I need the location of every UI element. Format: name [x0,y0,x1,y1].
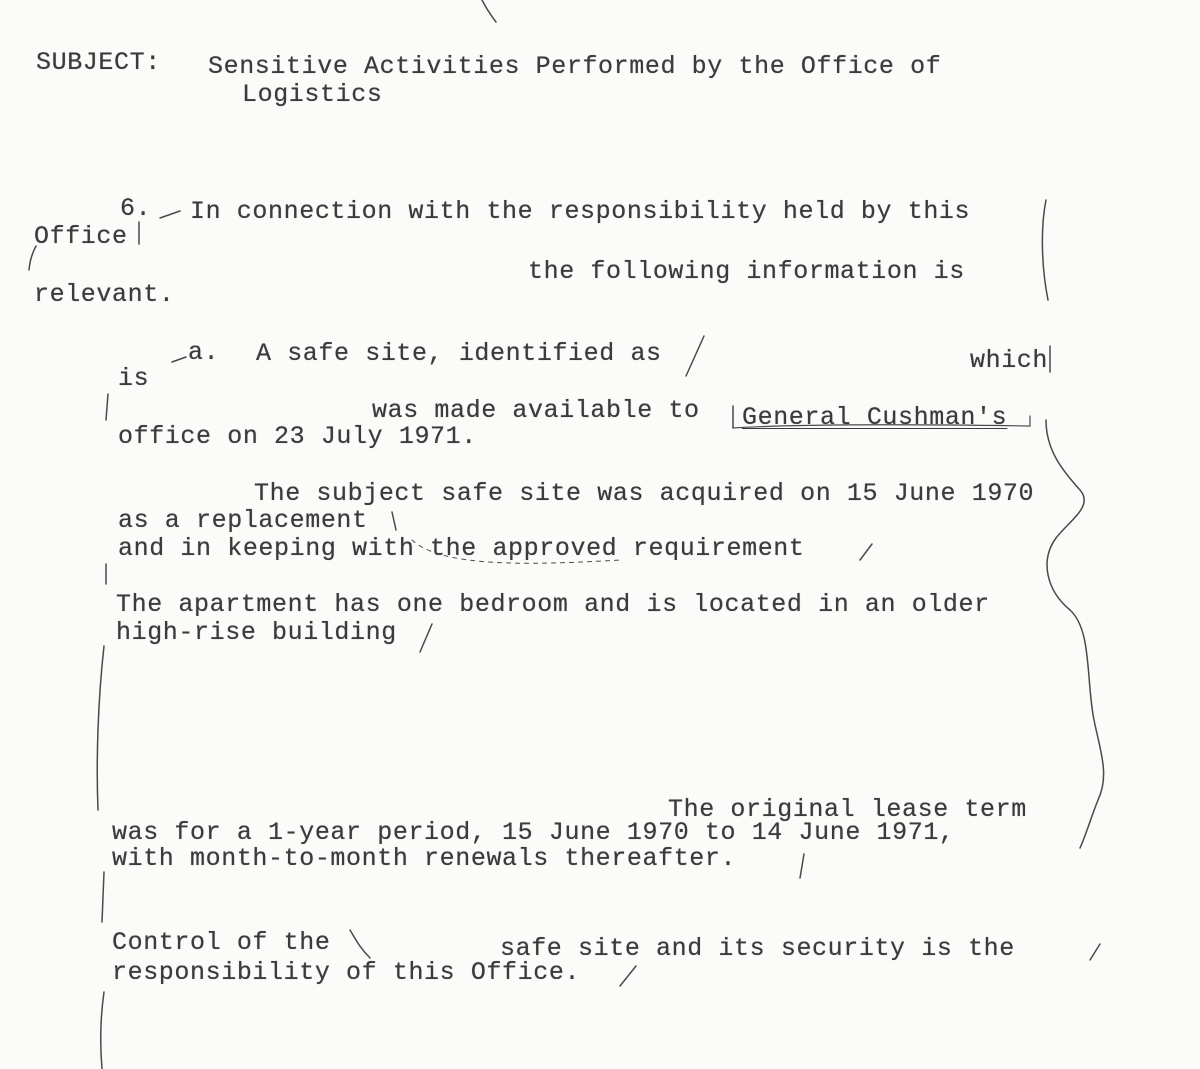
lease-line-2: was for a 1-year period, 15 June 1970 to 14 June 1971, [112,818,955,847]
acquired-line-3: and in keeping with the approved requirement [118,534,805,563]
item-a-line-2: is [118,364,150,393]
para6-line-2: Office [34,222,128,251]
para6-line-3: the following information is [528,257,965,286]
apartment-line-2: high-rise building [116,618,397,647]
item-a-line-1b: which [970,346,1049,375]
item-a-letter: a. [188,338,220,367]
para6-number: 6. [120,194,152,223]
para6-line-4: relevant. [34,280,175,309]
control-line-1a: Control of the [112,928,331,957]
subject-line-1: Sensitive Activities Performed by the Office of [208,52,942,81]
lease-line-1: The original lease term [668,795,1027,824]
lease-line-3: with month-to-month renewals thereafter. [112,844,737,873]
item-a-line-4: office on 23 July 1971. [118,422,477,451]
acquired-line-2: as a replacement [118,506,368,535]
item-a-line-3b: General Cushman's [742,403,1008,432]
item-a-line-3a: was made available to [372,396,700,425]
control-line-1b: safe site and its security is the [500,934,1015,963]
acquired-line-1: The subject safe site was acquired on 15 June 1970 [254,479,1035,508]
control-line-2: responsibility of this Office. [112,958,581,987]
para6-line-1: In connection with the responsibility held by this [190,197,971,226]
apartment-line-1: The apartment has one bedroom and is located in an older [116,590,990,619]
subject-label: SUBJECT: [36,48,161,77]
subject-line-2: Logistics [242,80,383,109]
item-a-line-1a: A safe site, identified as [256,339,662,368]
